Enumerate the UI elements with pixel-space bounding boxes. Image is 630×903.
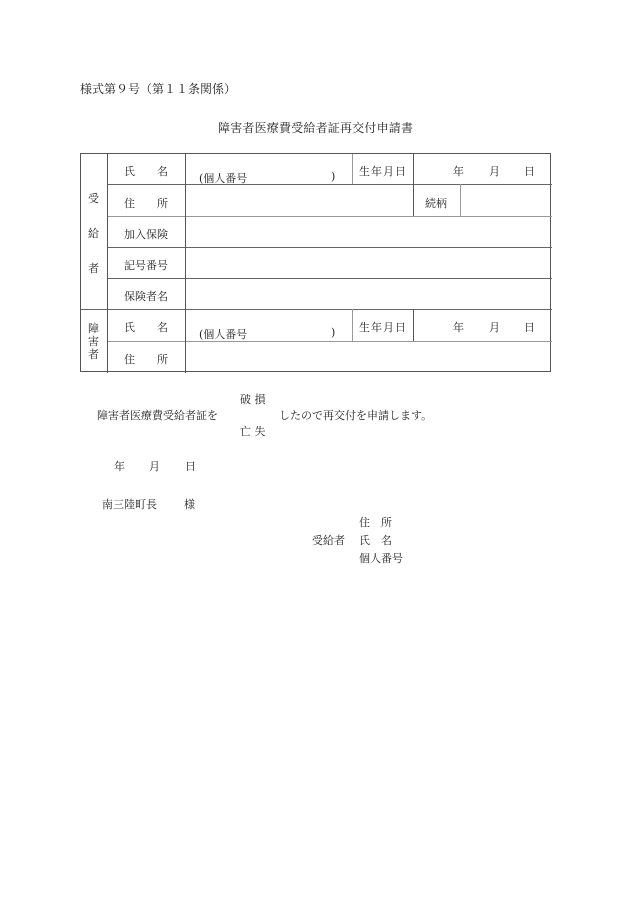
document-title: 障害者医療費受給者証再交付申請書 (218, 121, 414, 135)
disabled-my-number-close: ) (331, 326, 336, 339)
applicant-role-label: 受給者 (312, 534, 345, 547)
col-divider (352, 309, 353, 341)
recipient-symbol-number-label: 記号番号 (124, 259, 168, 272)
recipient-insurance-label: 加入保険 (124, 228, 168, 241)
recipient-my-number-close: ) (331, 170, 336, 183)
disabled-birth-year: 年 (453, 321, 464, 334)
recipient-name-label: 氏 名 (124, 165, 168, 178)
recipient-relationship-label: 続柄 (425, 197, 447, 210)
section-label-disabled-2: 害 (88, 335, 99, 348)
option-damaged: 破 損 (240, 393, 266, 406)
recipient-birthdate-label: 生年月日 (359, 165, 407, 178)
col-divider (413, 154, 414, 216)
applicant-name-label: 氏 名 (359, 534, 392, 547)
recipient-birth-year: 年 (453, 165, 464, 178)
addressee-name: 南三陸町長 (102, 498, 157, 511)
date-day: 日 (185, 460, 196, 473)
recipient-birth-month: 月 (489, 165, 500, 178)
disabled-address-label: 住 所 (124, 353, 168, 366)
statement-prefix: 障害者医療費受給者証を (97, 409, 218, 422)
col-divider (185, 154, 186, 373)
disabled-birth-month: 月 (489, 321, 500, 334)
date-year: 年 (114, 460, 125, 473)
section-label-recipient-2: 給 (88, 227, 99, 240)
applicant-address-label: 住 所 (359, 516, 392, 529)
recipient-address-label: 住 所 (124, 197, 168, 210)
col-divider (107, 154, 108, 373)
disabled-name-label: 氏 名 (124, 321, 168, 334)
form-number: 様式第９号（第１１条関係） (80, 82, 237, 96)
statement-suffix: したので再交付を申請します。 (279, 409, 433, 422)
option-lost: 亡 失 (240, 425, 266, 438)
row-divider (107, 216, 552, 217)
row-divider (107, 247, 552, 248)
recipient-birth-day: 日 (524, 165, 535, 178)
application-table (80, 153, 551, 372)
section-label-disabled-1: 障 (88, 322, 99, 335)
addressee-honorific: 様 (184, 498, 195, 511)
disabled-my-number-label: (個人番号 (199, 328, 248, 341)
row-divider (107, 278, 552, 279)
recipient-my-number-label: (個人番号 (199, 172, 248, 185)
col-divider (413, 309, 414, 341)
col-divider (352, 154, 353, 184)
disabled-birthdate-label: 生年月日 (359, 321, 407, 334)
section-label-disabled-3: 者 (88, 348, 99, 361)
recipient-insurer-name-label: 保険者名 (124, 290, 168, 303)
disabled-birth-day: 日 (524, 321, 535, 334)
row-divider (107, 341, 552, 342)
applicant-my-number-label: 個人番号 (359, 552, 403, 565)
section-label-recipient-1: 受 (88, 192, 99, 205)
date-month: 月 (149, 460, 160, 473)
row-divider (107, 184, 552, 185)
col-divider (460, 184, 461, 216)
section-label-recipient-3: 者 (88, 262, 99, 275)
section-divider (81, 309, 552, 310)
